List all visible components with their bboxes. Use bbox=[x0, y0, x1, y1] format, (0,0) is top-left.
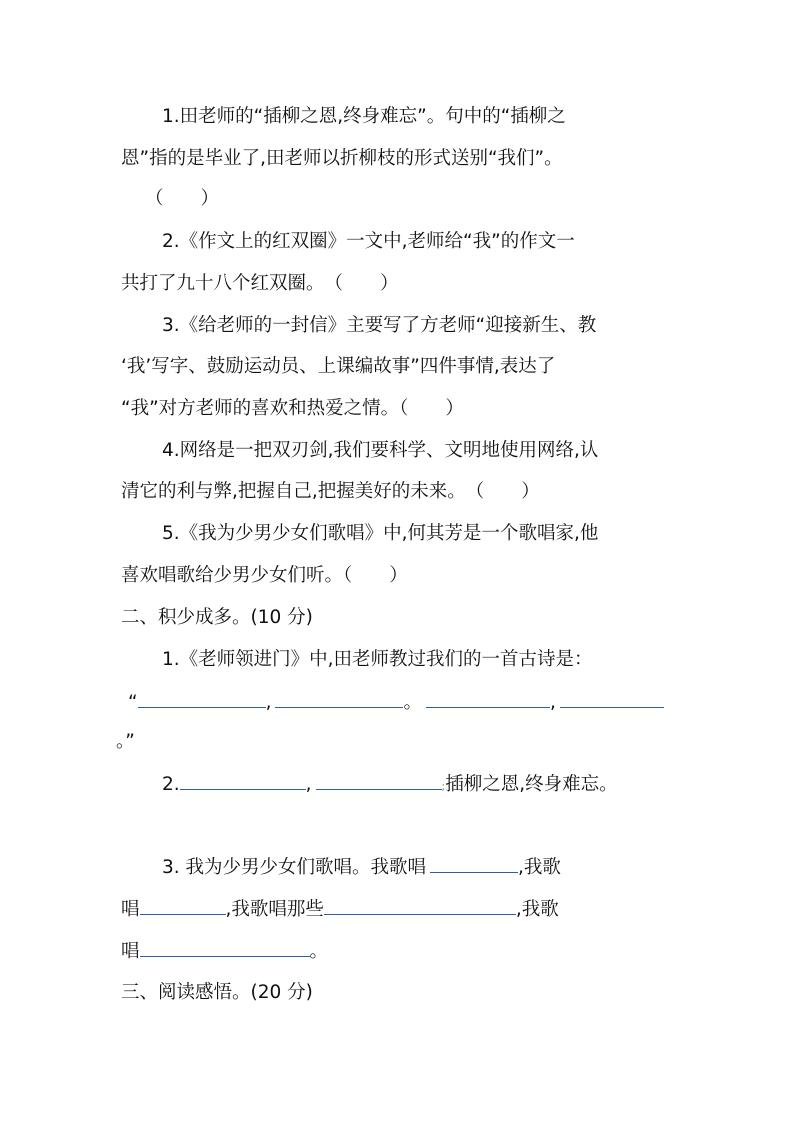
song-blank-3[interactable] bbox=[324, 896, 516, 915]
section-three-heading: 三、阅读感悟。(20 分) bbox=[121, 982, 313, 1003]
q5-line-2: 喜欢唱歌给少男少女们听。（ ） bbox=[121, 565, 408, 586]
q3-line-2: ‘我’写字、鼓励运动员、上课编故事”四件事情,表达了 bbox=[121, 356, 556, 377]
q1-line-1: 1.田老师的“插柳之恩,终身难忘”。句中的“插柳之 bbox=[162, 106, 566, 127]
q4-line-2: 清它的利与弊,把握自己,把握美好的未来。 （ ） bbox=[121, 481, 540, 502]
song-blank-1[interactable] bbox=[430, 854, 518, 873]
q5-line-1: 5.《我为少男少女们歌唱》中,何其芳是一个歌唱家,他 bbox=[162, 523, 599, 544]
idiom-blank-1[interactable] bbox=[180, 771, 306, 790]
poem-blank-4[interactable] bbox=[560, 689, 664, 708]
poem-blank-3[interactable] bbox=[426, 689, 550, 708]
s2-q1-blanks: “ , 。 , bbox=[0, 689, 794, 716]
s2-q3-line-3: 唱 。 bbox=[0, 938, 794, 965]
q3-line-3: “我”对方老师的喜欢和热爱之情。（ ） bbox=[121, 398, 464, 419]
s2-q3-line-2: 唱 ,我歌唱那些 ,我歌 bbox=[0, 896, 794, 923]
s2-q1-prompt: 1.《老师领进门》中,田老师教过我们的一首古诗是： bbox=[162, 649, 593, 670]
poem-blank-1[interactable] bbox=[138, 689, 266, 708]
q4-line-1: 4.网络是一把双刃剑,我们要科学、文明地使用网络,认 bbox=[162, 440, 599, 461]
q1-line-2: 恩”指的是毕业了,田老师以折柳枝的形式送别“我们”。 bbox=[121, 148, 563, 169]
q1-answer-bracket[interactable]: （ ） bbox=[145, 188, 220, 209]
s2-q3-line-1: 3. 我为少男少女们歌唱。我歌唱 ,我歌 bbox=[0, 854, 794, 881]
s2-q2: 2. , ;插柳之恩,终身难忘。 bbox=[0, 771, 794, 800]
section-two-heading: 二、积少成多。(10 分) bbox=[121, 607, 313, 628]
q2-line-1: 2.《作文上的红双圈》一文中,老师给“我”的作文一 bbox=[162, 231, 575, 252]
q3-line-1: 3.《给老师的一封信》主要写了方老师“迎接新生、教 bbox=[162, 315, 597, 336]
q2-line-2: 共打了九十八个红双圈。 （ ） bbox=[121, 273, 399, 294]
s2-q1-closing: 。” bbox=[116, 731, 135, 752]
song-blank-4[interactable] bbox=[140, 938, 310, 957]
idiom-blank-2[interactable] bbox=[316, 771, 442, 790]
poem-blank-2[interactable] bbox=[275, 689, 403, 708]
song-blank-2[interactable] bbox=[140, 896, 226, 915]
